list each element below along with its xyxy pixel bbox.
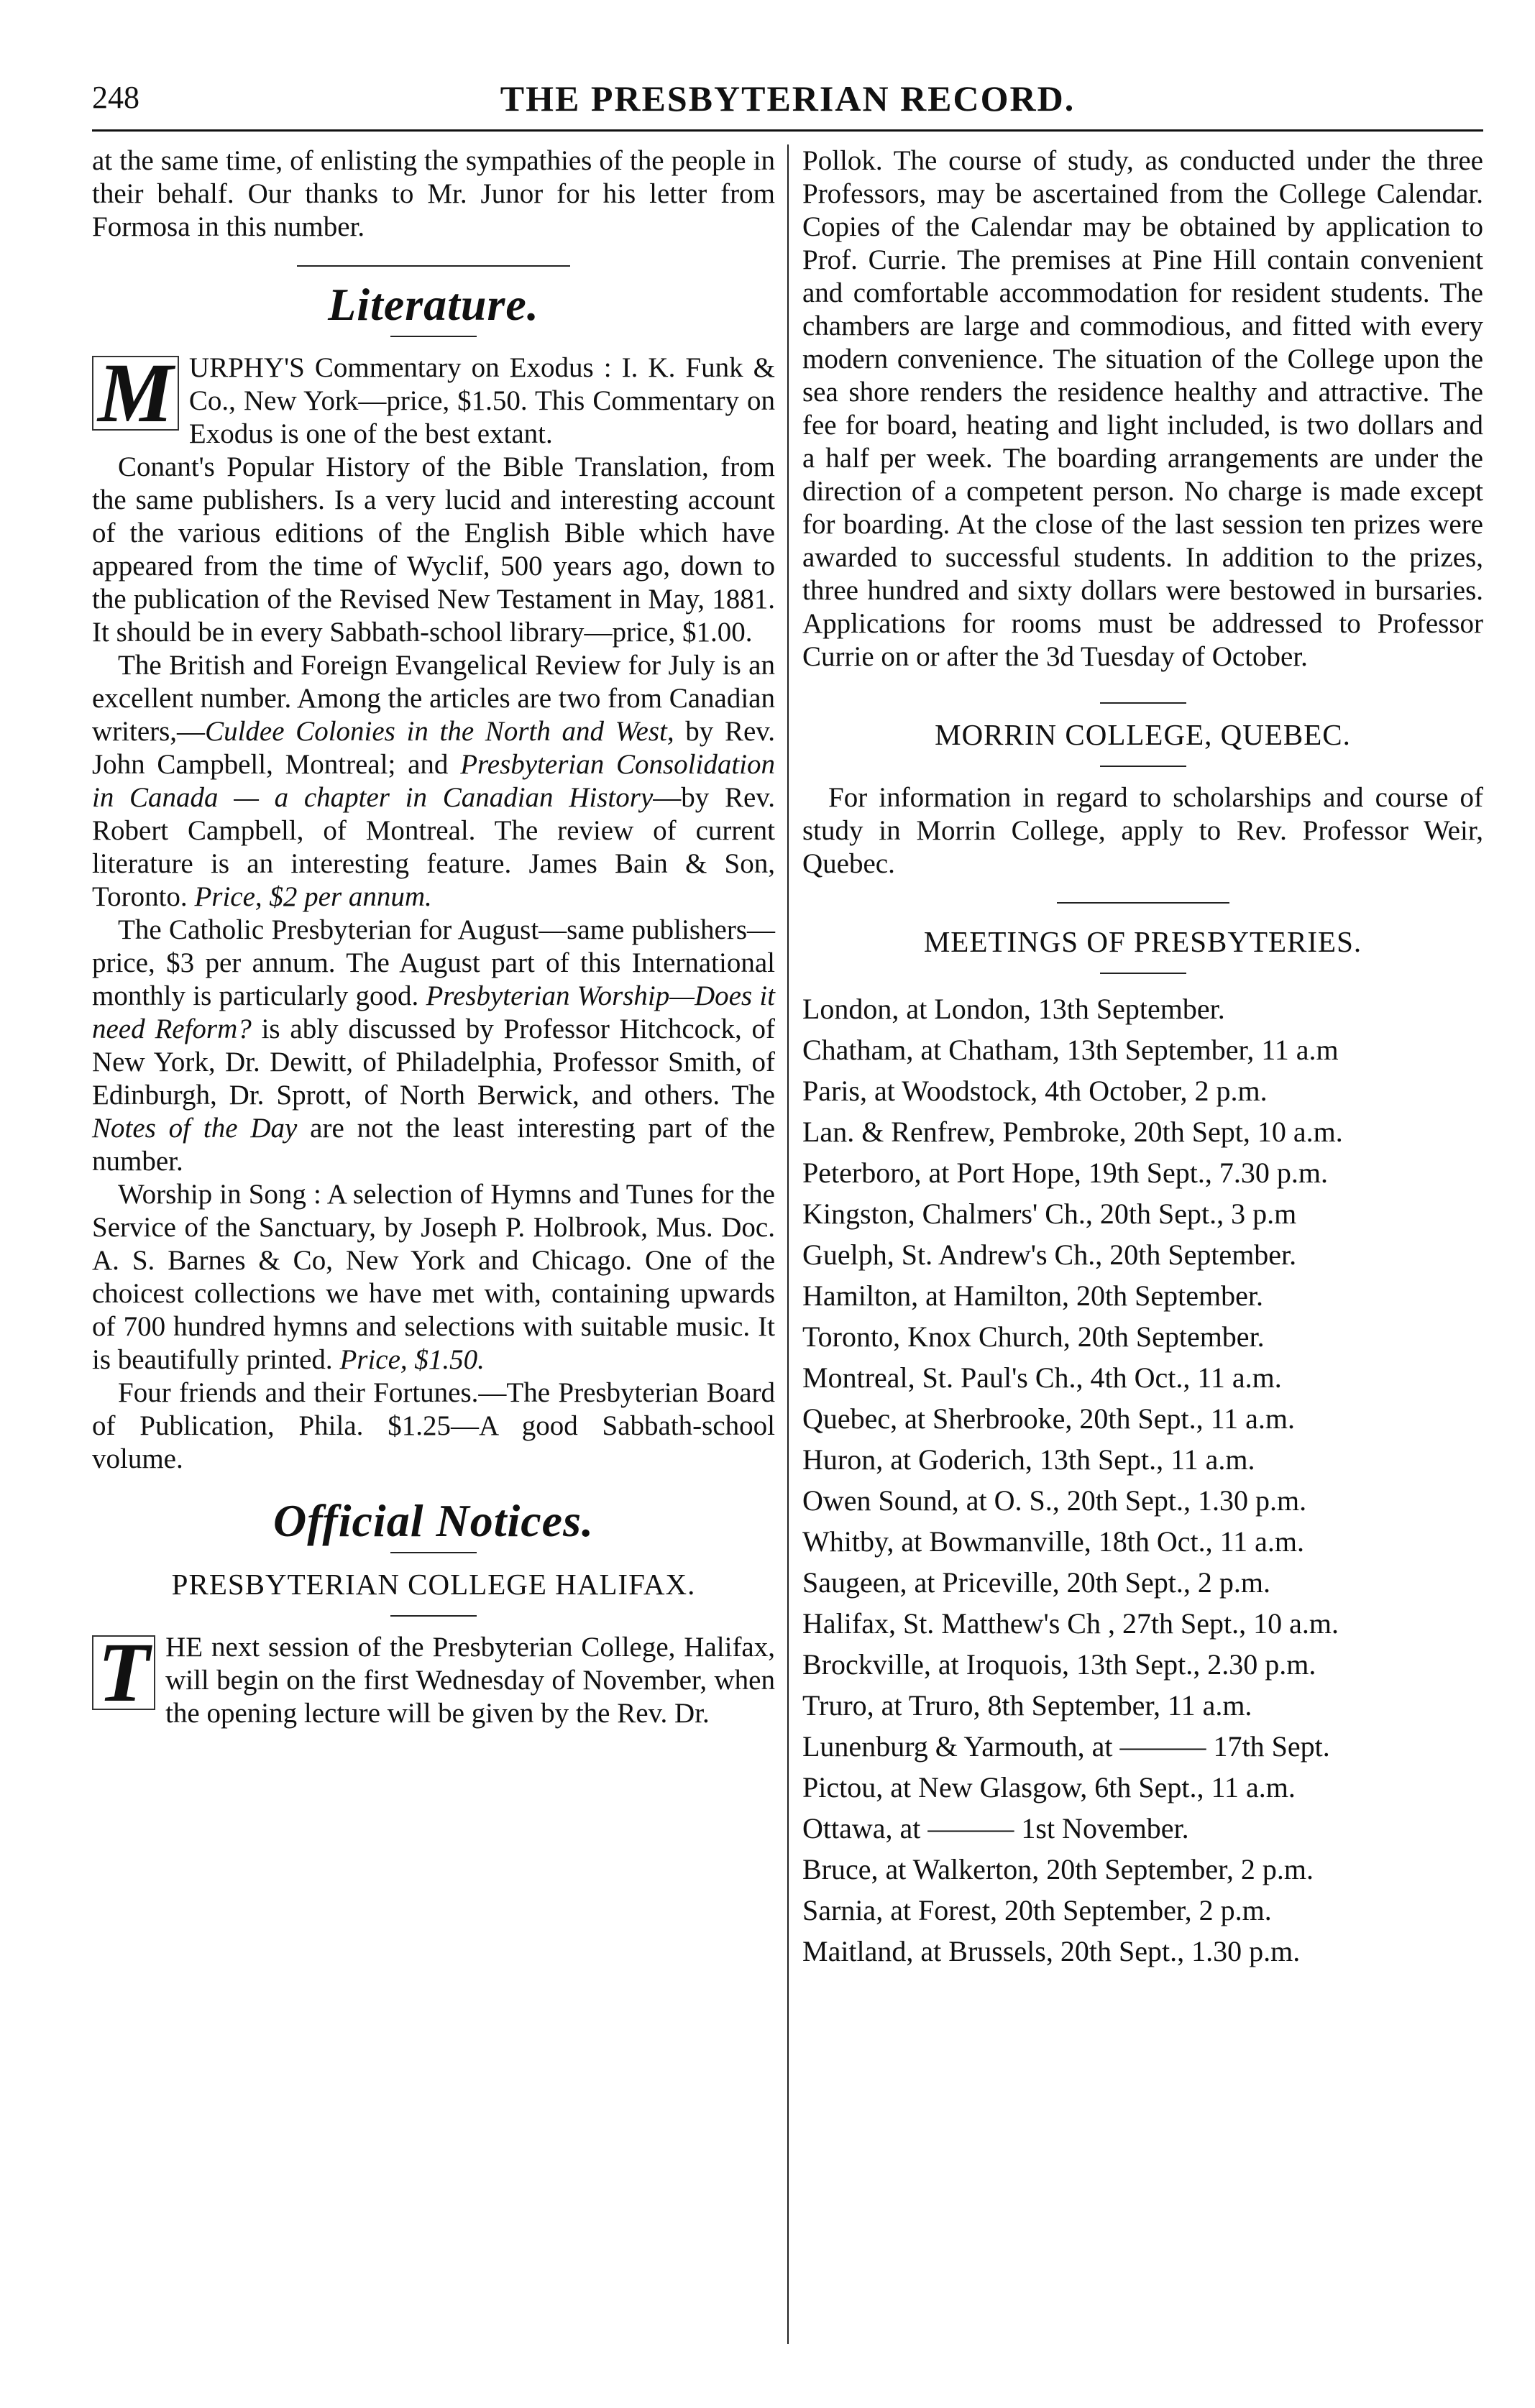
section-divider (1057, 902, 1229, 904)
intro-paragraph: at the same time, of enlisting the sympathies of the people in their behalf. Our thanks to Mr. Junor for his letter from Formosa in this number. (92, 145, 775, 242)
catholic-text-2: is ably discussed by Professor Hitchcock, of New York, Dr. Dewitt, of Philadelphia, Professor Smith, of Edinburgh, Dr. Sprott, of North Berwick, and others. The (92, 1014, 775, 1111)
meeting-item: Quebec, at Sherbrooke, 20th Sept., 11 a.m. (802, 1402, 1296, 1435)
meeting-item: Owen Sound, at O. S., 20th Sept., 1.30 p.m. (802, 1484, 1307, 1517)
british-review (92, 649, 775, 914)
meeting-item: Lan. & Renfrew, Pembroke, 20th Sept, 10 a.m. (802, 1116, 1343, 1148)
meeting-item: Lunenburg & Yarmouth, at ——— 17th Sept. (802, 1730, 1330, 1763)
meeting-item: London, at London, 13th September. (802, 993, 1225, 1025)
catholic-text-1: The Catholic Presbyterian for August—same publishers—price, $3 per annum. The August part of this International monthly is particularly good. (92, 914, 775, 1011)
official-notices-heading: Official Notices. (273, 1495, 594, 1546)
murphy-review (92, 346, 775, 451)
british-article-2: Presbyterian Consolidation in Canada — a chapter in Canadian History (92, 749, 775, 813)
drop-cap-m: M (92, 356, 179, 431)
meeting-item: Truro, at Truro, 8th September, 11 a.m. (802, 1689, 1252, 1722)
meeting-item: Hamilton, at Hamilton, 20th September. (802, 1279, 1264, 1312)
column-divider (787, 144, 789, 2344)
pollok-paragraph: Pollok. The course of study, as conducted under the three Professors, may be ascertained from the College Calendar. Copies of the Calendar may be obtained by application to Prof. Currie. The premises at Pine Hill contain convenient and comfortable accommodation for resident students. The chambers are large and commodious, and fitted with every modern convenience. The situation of the College upon the sea shore renders the residence healthy and attractive. The fee for board, heating and light included, is two dollars and a half per week. The boarding arrangements are under the direction of a competent person. No charge is made except for boarding. At the close of the last session ten prizes were awarded to successful students. In addition to the prizes, three hundred and sixty dollars were bestowed in bursaries. Applications for rooms must be addressed to Professor Currie on or after the 3d Tuesday of October. (802, 145, 1483, 672)
right-column (802, 144, 1483, 1972)
heading-rule (390, 1615, 477, 1617)
drop-cap-t: T (92, 1635, 155, 1710)
catholic-review (92, 914, 775, 1178)
british-text-1: The British and Foreign Evangelical Review for July is an excellent number. Among the articles are two from Canadian writers,— (92, 650, 775, 747)
meeting-item: Sarnia, at Forest, 20th September, 2 p.m. (802, 1894, 1272, 1926)
murphy-text: URPHY'S Commentary on Exodus : I. K. Funk & Co., New York—price, $1.50. This Commentary on Exodus is one of the best extant. (188, 352, 775, 449)
meeting-item: Paris, at Woodstock, 4th October, 2 p.m. (802, 1075, 1268, 1107)
college-halifax-text: HE next session of the Presbyterian College, Halifax, will begin on the first Wednesday of November, when the opening lecture will be given by the Rev. Dr. (165, 1632, 775, 1729)
college-halifax-title: PRESBYTERIAN COLLEGE HALIFAX. (171, 1568, 696, 1601)
running-title: THE PRESBYTERIAN RECORD. (500, 78, 1076, 119)
meeting-item: Montreal, St. Paul's Ch., 4th Oct., 11 a.m. (802, 1361, 1282, 1394)
meeting-item: Maitland, at Brussels, 20th Sept., 1.30 p.m. (802, 1935, 1301, 1967)
heading-rule (390, 336, 477, 337)
meeting-item: Saugeen, at Priceville, 20th Sept., 2 p.m. (802, 1566, 1270, 1599)
morrin-college-notice: For information in regard to scholarships and course of study in Morrin College, apply to Rev. Professor Weir, Quebec. (802, 782, 1483, 879)
british-price: Price, $2 per annum. (194, 881, 432, 912)
catholic-text-3: are not the least interesting part of the number. (92, 1113, 776, 1177)
meeting-item: Whitby, at Bowmanville, 18th Oct., 11 a.m. (802, 1525, 1305, 1558)
section-divider (297, 265, 570, 267)
page-number: 248 (92, 80, 139, 115)
worship-text: Worship in Song : A selection of Hymns and Tunes for the Service of the Sanctuary, by Joseph P. Holbrook, Mus. Doc. A. S. Barnes & Co, New York and Chicago. One of the choicest collections we have met with, containing upwards of 700 hundred hymns and selections with suitable music. It is beautifully printed. (92, 1179, 775, 1375)
section-divider (1100, 702, 1186, 704)
meeting-item: Chatham, at Chatham, 13th September, 11 a.m (802, 1034, 1339, 1066)
heading-rule (1100, 973, 1186, 974)
meeting-item: Huron, at Goderich, 13th Sept., 11 a.m. (802, 1443, 1255, 1476)
conant-review: Conant's Popular History of the Bible Translation, from the same publishers. Is a very lucid and interesting account of the various editions of the English Bible which have appeared from the time of Wyclif, 500 years ago, down to the publication of the Revised New Testament in May, 1881. It should be in every Sabbath-school library—price, $1.00. (92, 451, 775, 648)
college-halifax-notice (92, 1625, 775, 1730)
worship-price: Price, $1.50. (339, 1344, 485, 1375)
meeting-item: Guelph, St. Andrew's Ch., 20th September. (802, 1239, 1297, 1271)
left-column (92, 144, 775, 1730)
british-text-2: by Rev. John Campbell, Montreal; and (92, 716, 775, 780)
meeting-item: Halifax, St. Matthew's Ch , 27th Sept., 10 a.m. (802, 1607, 1339, 1640)
heading-rule (390, 1552, 477, 1553)
four-friends-review: Four friends and their Fortunes.—The Presbyterian Board of Publication, Phila. $1.25—A good Sabbath-school volume. (92, 1377, 775, 1474)
page (92, 72, 1483, 2358)
columns (92, 144, 1483, 2358)
meeting-item: Pictou, at New Glasgow, 6th Sept., 11 a.m. (802, 1771, 1296, 1803)
heading-rule (1100, 766, 1186, 767)
british-article-1: Culdee Colonies in the North and West, (205, 716, 674, 747)
meeting-item: Brockville, at Iroquois, 13th Sept., 2.30 p.m. (802, 1648, 1316, 1681)
catholic-notes: Notes of the Day (92, 1113, 298, 1144)
page-header (92, 72, 1483, 132)
meeting-item: Bruce, at Walkerton, 20th September, 2 p.m. (802, 1853, 1314, 1885)
british-text-3: —by Rev. Robert Campbell, of Montreal. The review of current literature is an interesting feature. James Bain & Son, Toronto. (92, 782, 775, 912)
meeting-item: Kingston, Chalmers' Ch., 20th Sept., 3 p.m (802, 1198, 1297, 1230)
meeting-item: Toronto, Knox Church, 20th September. (802, 1320, 1265, 1353)
meeting-item: Peterboro, at Port Hope, 19th Sept., 7.30 p.m. (802, 1157, 1329, 1189)
morrin-college-title: MORRIN COLLEGE, QUEBEC. (935, 718, 1351, 751)
catholic-article: Presbyterian Worship—Does it need Reform? (92, 980, 776, 1044)
meeting-item: Ottawa, at ——— 1st November. (802, 1812, 1189, 1844)
worship-review (92, 1178, 775, 1377)
meetings-list (802, 988, 1483, 1972)
meetings-title: MEETINGS OF PRESBYTERIES. (923, 925, 1362, 958)
literature-heading: Literature. (328, 279, 539, 330)
